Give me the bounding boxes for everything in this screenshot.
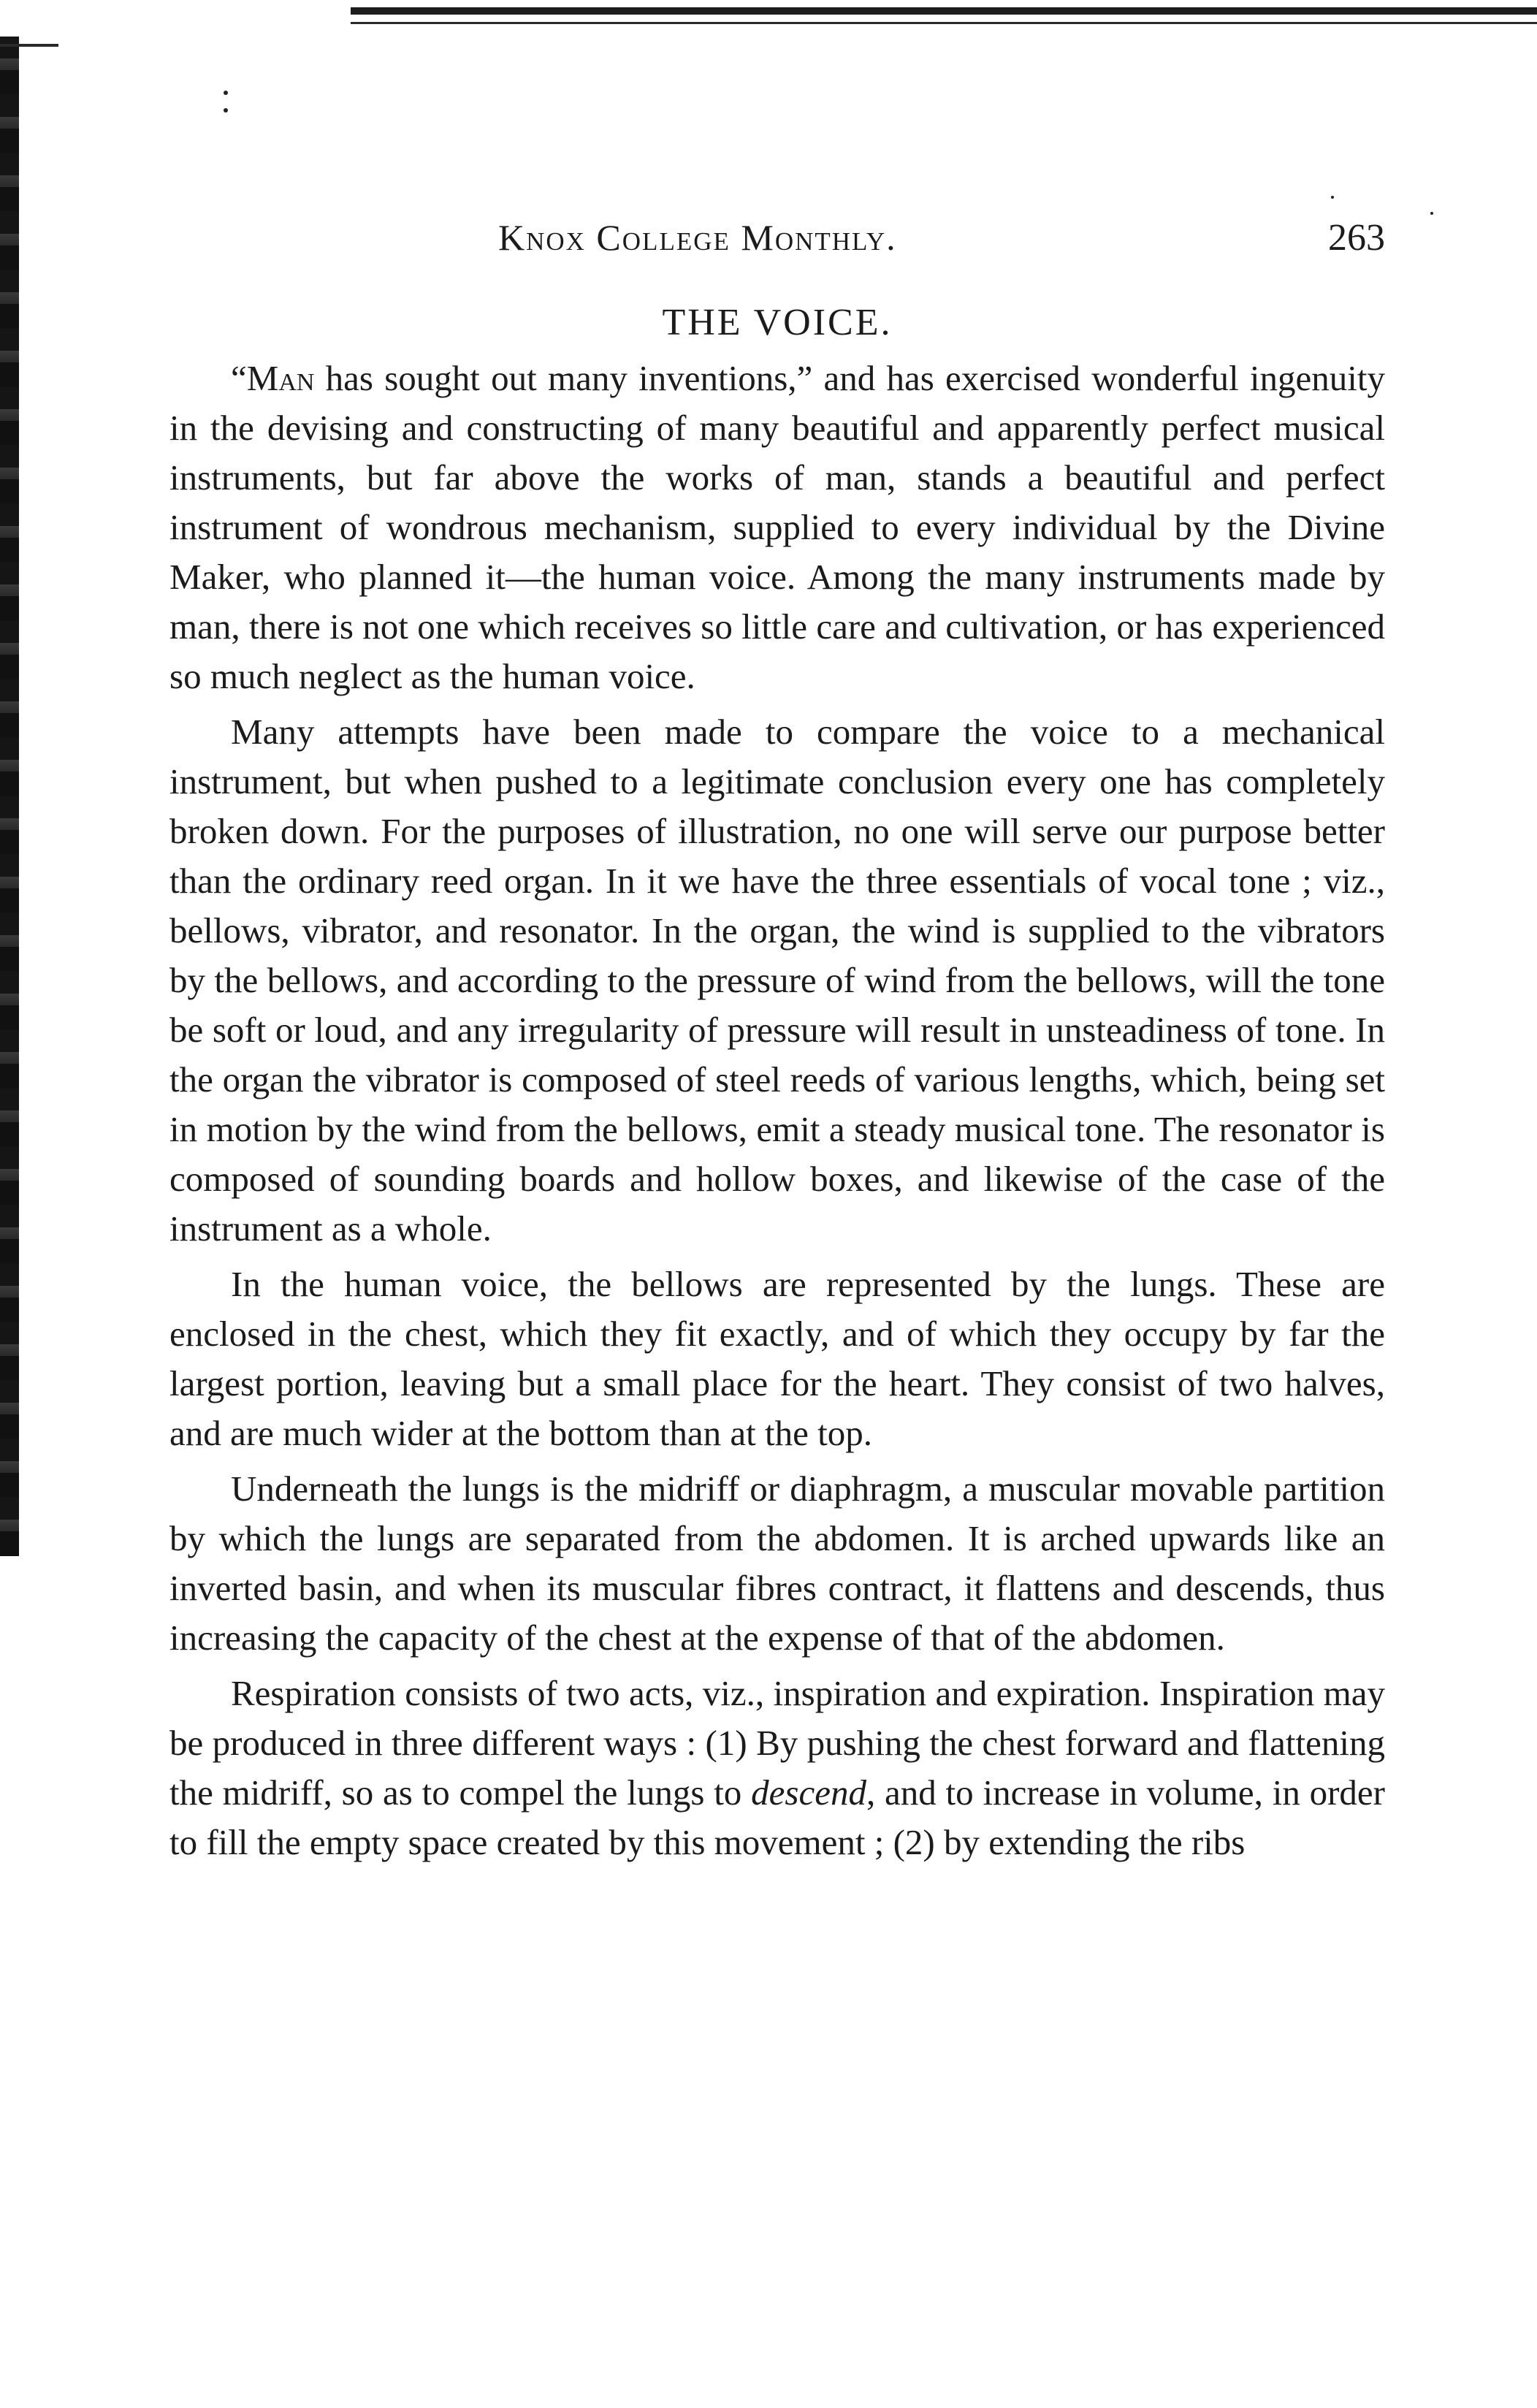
paragraph-text: has sought out many inventions,” and has exercised wonderful ingenuity in the devising and constructing of many beautiful and apparently perfect musical instruments, but far above the works of man, stands a beautiful and perfect instrument of wondrous mechanism, supplied to every individual by the Divine Maker, who planned it—the human voice. Among the many instruments made by man, there is not one which receives so little care and cultivation, or has experienced so much neglect as the human voice. [169,358,1385,696]
scan-speck [1430,212,1433,215]
scan-edge-left [0,37,19,1556]
paragraph-text: , and to increase in volume, in order to fill the empty space created by this movement ; (2) by extending the ribs [169,1772,1386,1862]
paragraph: Many attempts have been made to compare the voice to a mechanical instrument, but when pushed to a legitimate conclusion every one has completely broken down. For the purposes of illustration, no one will serve our purpose better than the ordinary reed organ. In it we have the three essentials of vocal tone ; viz., bellows, vibrator, and resonator. In the organ, the wind is supplied to the vibrators by the bellows, and according to the pressure of wind from the bellows, will the tone be soft or loud, and any irregularity of pressure will result in unsteadiness of tone. In the organ the vibrator is composed of steel reeds of various lengths, which, being set in motion by the wind from the bellows, emit a steady musical tone. The resonator is composed of sounding boards and hollow boxes, and likewise of the case of the instrument as a whole. [169,712,1385,1249]
paragraph [169,1669,1385,1867]
paragraph-text: Respiration consists of two acts, viz., inspiration and expiration. Inspiration may be produced in three different ways : (1) By pushing the chest forward and flattening the midriff, so as to compel the lungs to [169,1673,1385,1813]
paragraph: Underneath the lungs is the midriff or diaphragm, a muscular movable partition by which the lungs are separated from the abdomen. It is arched upwards like an inverted basin, and when its muscular fibres contract, it flattens and descends, thus increasing the capacity of the chest at the expense of that of the abdomen. [169,1468,1385,1658]
paragraph-lead: “Man [231,358,315,398]
scan-edge-top [351,7,1537,15]
scan-speck [224,91,228,95]
paragraph [169,354,1385,701]
article-title: THE VOICE. [662,302,893,343]
scan-speck [1331,196,1334,199]
running-head: Knox College Monthly. [498,217,897,258]
page-number: 263 [1328,217,1385,259]
italic-word: descend [751,1772,866,1813]
scan-edge-tick [0,44,58,47]
scan-speck [224,108,228,113]
article-body [169,354,1385,1873]
scan-edge-rule [351,22,1537,24]
page-header [169,216,1385,275]
paragraph: In the human voice, the bellows are represented by the lungs. These are enclosed in the chest, which they fit exactly, and of which they occupy by far the largest portion, leaving but a small place for the heart. They consist of two halves, and are much wider at the bottom than at the top. [169,1264,1385,1453]
